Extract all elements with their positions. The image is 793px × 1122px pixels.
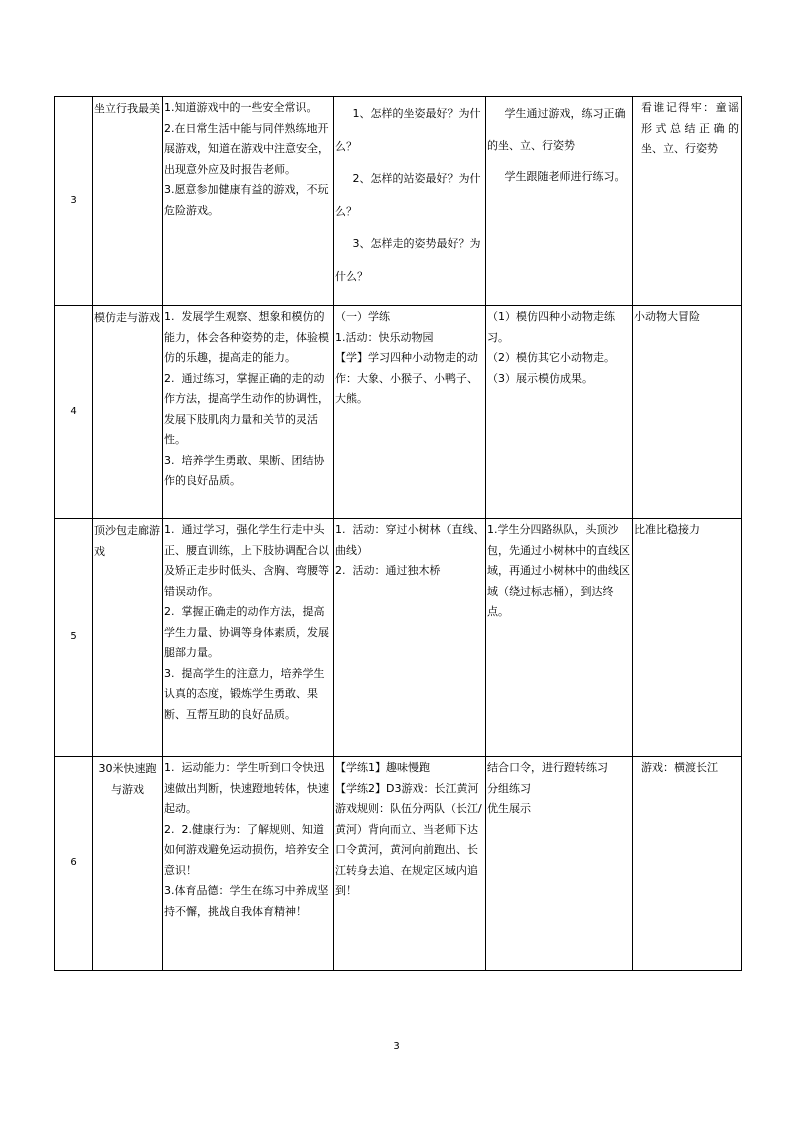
table-row [55, 519, 742, 757]
lesson-number: 3 [55, 97, 93, 306]
lesson-number: 4 [55, 306, 93, 519]
activities-text: 1、怎样的坐姿最好？为什么？ 2、怎样的站姿最好？为什么？ 3、怎样走的姿势最好？为什么？ [335, 107, 481, 283]
activities-text: （一）学练 1.活动：快乐动物园 【学】学习四种小动物走的动作：大象、小猴子、小鸭子、大熊。 [335, 310, 478, 405]
objectives-text: 1.知道游戏中的一些安全常识。 2.在日常生活中能与同伴熟练地开展游戏，知道在游戏中注意安全，出现意外应及时报告老师。 3.愿意参加健康有益的游戏，不玩危险游戏。 [164, 101, 329, 217]
table-row [55, 306, 742, 519]
lesson-title-cell [93, 306, 163, 519]
game-text: 游戏：横渡长江 [641, 761, 718, 774]
student-activity-text: 学生通过游戏，练习正确的坐、立、行姿势 学生跟随老师进行练习。 [487, 107, 626, 183]
student-activity-cell [486, 757, 633, 971]
objectives-cell [163, 757, 334, 971]
objectives-cell [163, 519, 334, 757]
student-activity-text: （1）模仿四种小动物走练习。 （2）模仿其它小动物走。 （3）展示模仿成果。 [487, 310, 615, 385]
objectives-text: 1. 通过学习，强化学生行走中头正、腰直训练，上下肢协调配合以及矫正走步时低头、含胸、弯腰等错误动作。 2. 掌握正确走的动作方法，提高学生力量、协调等身体素质，发展腿部力量。 3. 提高学生的注意力，培养学生认真的态度，锻炼学生勇敢、果断、互帮互助的良好品质。 [164, 523, 329, 721]
objectives-text: 1. 发展学生观察、想象和模仿的能力，体会各种姿势的走，体验模仿的乐趣，提高走的能力。 2. 通过练习，掌握正确的走的动作方法，提高学生动作的协调性，发展下肢肌肉力量和关节的灵活性。 3. 培养学生勇敢、果断、团结协作的良好品质。 [164, 310, 329, 487]
game-cell [633, 519, 742, 757]
activities-text: 1. 活动：穿过小树林（直线、曲线） 2. 活动：通过独木桥 [335, 523, 485, 577]
student-activity-cell [486, 519, 633, 757]
student-activity-text: 结合口令，进行蹬转练习 分组练习 优生展示 [487, 761, 608, 815]
student-activity-text: 1.学生分四路纵队，头顶沙包，先通过小树林中的直线区域，再通过小树林中的曲线区域（绕过标志桶），到达终点。 [487, 523, 630, 618]
student-activity-cell [486, 97, 633, 306]
objectives-cell [163, 306, 334, 519]
lesson-title: 坐立行我最美 [94, 102, 160, 115]
objectives-cell [163, 97, 334, 306]
activities-cell [334, 97, 486, 306]
game-text: 比准比稳接力 [634, 523, 700, 536]
table-row [55, 97, 742, 306]
student-activity-cell [486, 306, 633, 519]
lesson-title: 30米快速跑与游戏 [98, 762, 157, 796]
game-cell [633, 757, 742, 971]
lesson-number: 6 [55, 757, 93, 971]
activities-cell [334, 306, 486, 519]
table-row [55, 757, 742, 971]
activities-cell [334, 519, 486, 757]
lesson-title: 模仿走与游戏 [94, 311, 160, 324]
objectives-text: 1. 运动能力：学生听到口令快迅速做出判断，快速蹬地转体，快速起动。 2. 2.健康行为：了解规则、知道如何游戏避免运动损伤，培养安全意识！ 3.体育品德：学生在练习中养成坚持不懈，挑战自我体育精神！ [164, 761, 329, 918]
game-cell [633, 306, 742, 519]
page-number: 3 [393, 1041, 400, 1052]
activities-cell [334, 757, 486, 971]
lesson-title-cell [93, 97, 163, 306]
lesson-number: 5 [55, 519, 93, 757]
lesson-title-cell [93, 519, 163, 757]
lesson-title: 顶沙包走廊游戏 [94, 524, 160, 558]
lesson-plan-table [54, 96, 742, 971]
game-text: 小动物大冒险 [634, 310, 700, 323]
lesson-title-cell [93, 757, 163, 971]
game-text: 看谁记得牢：童谣形式总结正确的坐、立、行姿势 [641, 101, 739, 155]
game-cell [633, 97, 742, 306]
activities-text: 【学练1】趣味慢跑 【学练2】D3游戏：长江黄河 游戏规则：队伍分两队（长江/黄河）背向而立、当老师下达口令黄河，黄河向前跑出、长江转身去追、在规定区域内追到！ [335, 761, 482, 897]
